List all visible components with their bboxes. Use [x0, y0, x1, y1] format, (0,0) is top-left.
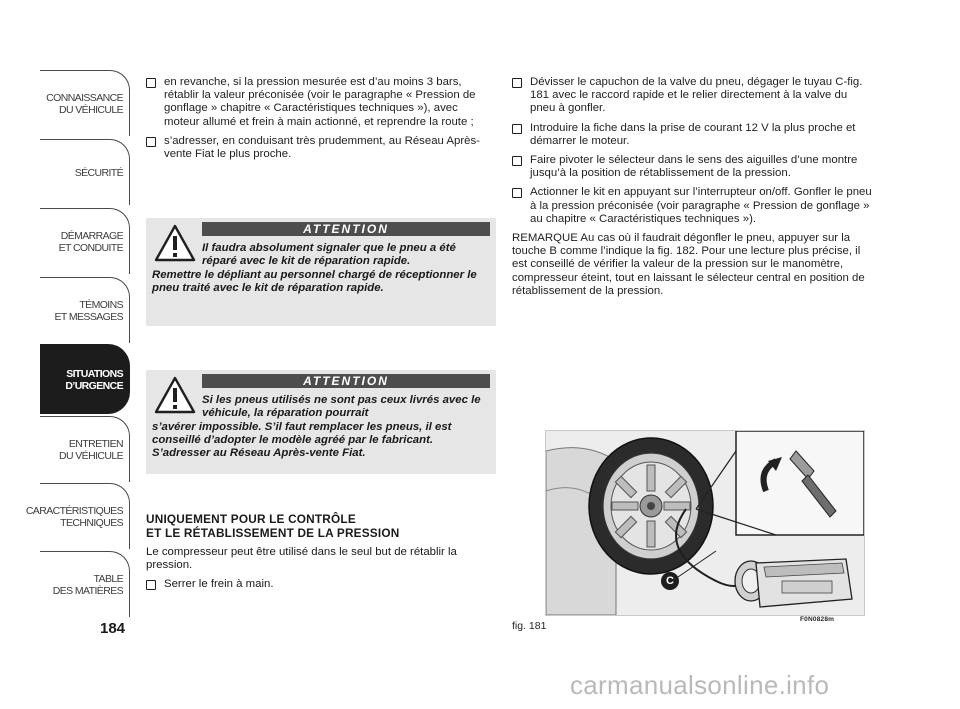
bullet-text: Dévisser le capuchon de la valve du pneu, dégager le tuyau C-fig. 181 avec le raccord rapide et le relier directement à la valve du pneu à gonfler. — [530, 76, 863, 115]
tab-temoins-et-messages[interactable] — [40, 277, 130, 343]
attention-text: s’avérer impossible. S’il faut remplacer les pneus, il est conseillé d’adopter le modèle agréé par le fabricant. S’adresser au Réseau Après-vente Fiat. — [152, 421, 452, 460]
tab-situations-d-urgence[interactable] — [40, 344, 130, 414]
bullet-text: en revanche, si la pression mesurée est d’au moins 3 bars, rétablir la valeur préconisée (voir le paragraphe « Pression de gonflage » chapitre « Caractéristiques techniques »), avec moteur allumé et frein à main actionné, et reprendre la route ; — [164, 76, 476, 128]
tab-label: TABLE — [93, 572, 123, 585]
attention-box-repair-kit — [146, 218, 496, 326]
list-item — [512, 76, 874, 116]
callout-label-c: C — [666, 575, 674, 587]
list-item — [512, 186, 874, 226]
attention-label: ATTENTION — [202, 374, 490, 388]
checkbox-bullet-icon — [146, 78, 156, 88]
tab-demarrage-et-conduite[interactable] — [40, 208, 130, 274]
tab-label: CONNAISSANCE — [46, 91, 123, 104]
checkbox-bullet-icon — [512, 156, 522, 166]
warning-triangle-icon — [154, 224, 196, 262]
tab-caracteristiques-techniques[interactable] — [25, 483, 130, 549]
attention-text: Remettre le dépliant au personnel chargé de réceptionner le pneu traité avec le kit de réparation rapide. — [152, 269, 477, 295]
tab-entretien-du-vehicule[interactable] — [40, 416, 130, 482]
list-item — [512, 154, 874, 180]
tab-securite[interactable] — [40, 139, 130, 205]
bullet-text: Actionner le kit en appuyant sur l’interrupteur on/off. Gonfler le pneu à la pression préconisée (voir paragraphe « Pression de gonflage » au chapitre « Caractéristiques techniques »). — [530, 186, 872, 225]
list-item — [146, 578, 496, 591]
tab-label: SITUATIONS — [66, 367, 123, 380]
tab-label: DÉMARRAGE — [60, 229, 123, 242]
checkbox-bullet-icon — [146, 580, 156, 590]
left-column — [146, 76, 496, 167]
warning-triangle-icon — [154, 376, 196, 414]
tab-label: CARACTÉRISTIQUES — [25, 504, 123, 517]
checkbox-bullet-icon — [512, 78, 522, 88]
bullet-text: Faire pivoter le sélecteur dans le sens des aiguilles d’une montre jusqu’à la position de rétablissement de la pression. — [530, 154, 858, 180]
heading-line: UNIQUEMENT POUR LE CONTRÔLE — [146, 512, 356, 526]
list-item — [512, 122, 874, 148]
tab-label: DU VÉHICULE — [59, 103, 123, 116]
checkbox-bullet-icon — [512, 188, 522, 198]
tab-label: DU VÉHICULE — [59, 449, 123, 462]
bullet-text: Serrer le frein à main. — [164, 578, 274, 591]
attention-text-lead: Si les pneus utilisés ne sont pas ceux livrés avec le véhicule, la réparation pourrait — [202, 394, 481, 420]
list-item — [146, 135, 496, 161]
attention-box-tyres — [146, 370, 496, 474]
checkbox-bullet-icon — [146, 137, 156, 147]
bullet-text: Introduire la fiche dans la prise de courant 12 V la plus proche et démarrer le moteur. — [530, 121, 856, 147]
remark-paragraph: REMARQUE Au cas où il faudrait dégonfler le pneu, appuyer sur la touche B comme l’indique la fig. 182. Pour une lecture plus précise, il est conseillé de vérifier la valeur de la pression sur le manomètre, compresseur éteint, tout en laissant le sélecteur central en position de rétablissement de la pression. — [512, 232, 865, 297]
tab-label: D’URGENCE — [65, 379, 123, 392]
page-number: 184 — [100, 620, 126, 637]
tab-table-des-matieres[interactable] — [40, 551, 130, 617]
tab-label: TÉMOINS — [79, 298, 123, 311]
tab-label: DES MATIÈRES — [52, 584, 123, 597]
section-paragraph: Le compresseur peut être utilisé dans le seul but de rétablir la pression. — [146, 546, 457, 572]
attention-text-lead: Il faudra absolument signaler que le pneu a été réparé avec le kit de réparation rapide. — [202, 242, 456, 268]
watermark: carmanualsonline.info — [570, 670, 830, 700]
list-item — [146, 76, 496, 129]
attention-label: ATTENTION — [202, 222, 490, 236]
tyre-compressor-illustration — [546, 431, 864, 615]
tab-label: ET CONDUITE — [58, 241, 123, 254]
tab-label: TECHNIQUES — [60, 516, 123, 529]
right-column — [512, 76, 874, 298]
pressure-check-section — [146, 512, 496, 598]
tab-connaissance-du-vehicule[interactable] — [40, 70, 130, 136]
section-heading — [146, 512, 496, 540]
figure-181-illustration — [545, 430, 865, 616]
tab-label: SÉCURITÉ — [74, 166, 123, 179]
figure-caption: fig. 181 — [512, 620, 547, 632]
bullet-text: s’adresser, en conduisant très prudemment, au Réseau Après-vente Fiat le plus proche. — [164, 134, 480, 161]
checkbox-bullet-icon — [512, 124, 522, 134]
heading-line: ET LE RÉTABLISSEMENT DE LA PRESSION — [146, 526, 400, 540]
tab-label: ET MESSAGES — [54, 310, 123, 323]
figure-code: F0N0828m — [800, 616, 835, 623]
tab-label: ENTRETIEN — [68, 437, 123, 450]
